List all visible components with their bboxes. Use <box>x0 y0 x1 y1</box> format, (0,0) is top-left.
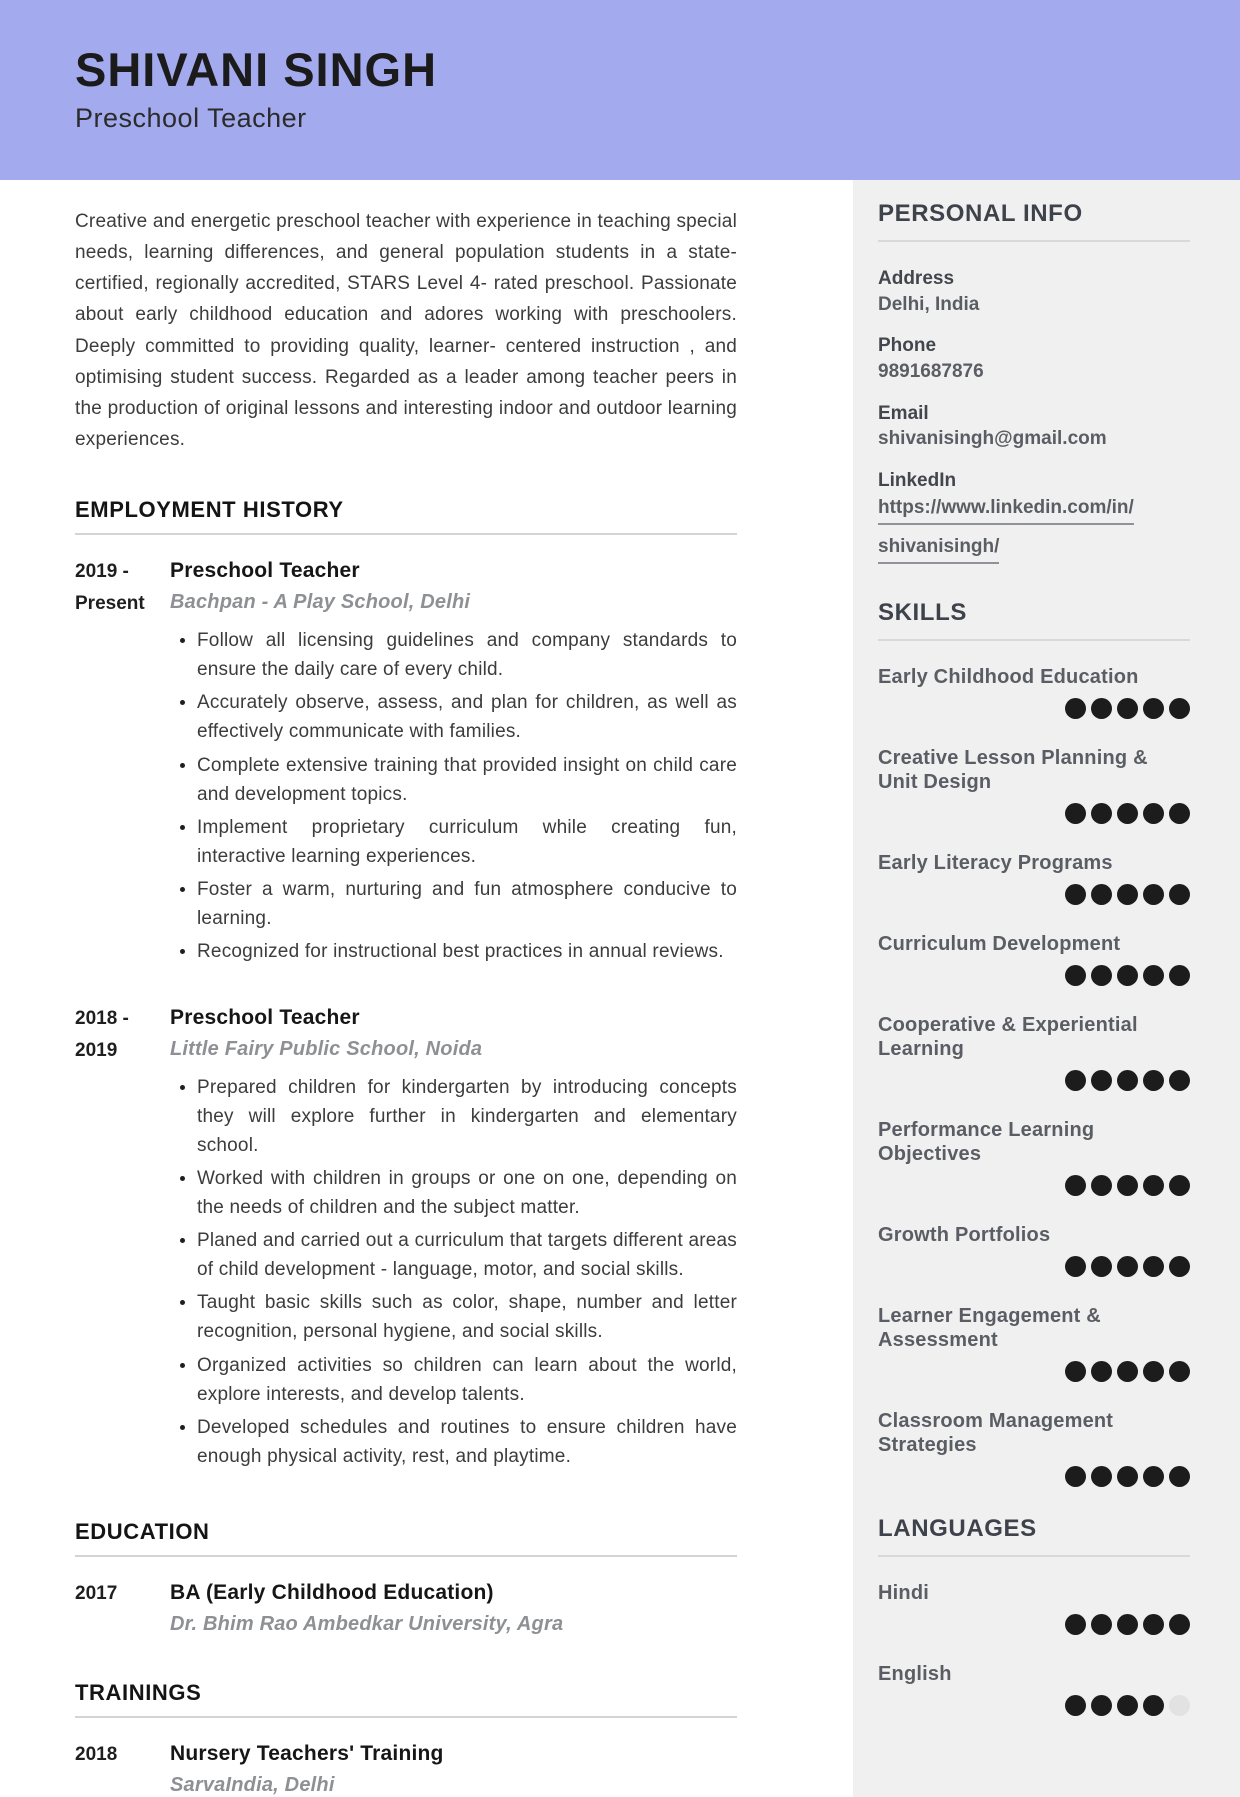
skill-name: Classroom Management Strategies <box>878 1410 1114 1457</box>
sidebar-heading-personal-info: PERSONAL INFO <box>878 200 1190 242</box>
job-bullet: • Planed and carried out a curriculum that targets different areas of child development - language, motor, and social skills. <box>197 1226 737 1284</box>
job-body <box>170 1006 737 1475</box>
main-column <box>0 180 853 1797</box>
personal-info-label: Phone <box>878 335 937 357</box>
rating-dot-filled <box>1065 965 1086 986</box>
education-institution: Dr. Bhim Rao Ambedkar University, Agra <box>170 1612 564 1635</box>
personal-info-label: Address <box>878 268 955 289</box>
rating-dot-filled <box>1169 1175 1190 1196</box>
personal-info-value: 9891687876 <box>878 360 984 382</box>
skill-name: Early Literacy Programs <box>878 852 1113 875</box>
job-bullet: • Developed schedules and routines to ensure children have enough physical activity, rest, and playtime. <box>197 1413 737 1471</box>
rating-dot-filled <box>1143 698 1164 719</box>
linkedin-link[interactable]: https://www.linkedin.com/in/ <box>878 497 1134 525</box>
rating-dot-filled <box>1143 884 1164 905</box>
rating-dot-filled <box>1143 803 1164 824</box>
skill-item <box>878 1409 1190 1487</box>
education-year: 2017 <box>75 1582 118 1604</box>
personal-info-field <box>878 333 1190 384</box>
language-item <box>878 1581 1190 1635</box>
rating-dot-filled <box>1117 1695 1138 1716</box>
skill-rating-dots <box>878 1175 1190 1196</box>
rating-dot-filled <box>1091 698 1112 719</box>
training-institution: SarvaIndia, Delhi <box>170 1773 335 1796</box>
skill-item <box>878 1223 1190 1277</box>
rating-dot-filled <box>1143 1614 1164 1635</box>
job-position-title: Preschool Teacher <box>170 1005 360 1029</box>
rating-dot-filled <box>1169 965 1190 986</box>
rating-dot-filled <box>1091 1695 1112 1716</box>
rating-dot-filled <box>1143 1361 1164 1382</box>
sidebar-heading-skills: SKILLS <box>878 599 1190 641</box>
rating-dot-filled <box>1065 1361 1086 1382</box>
rating-dot-filled <box>1065 884 1086 905</box>
job-body <box>170 559 737 970</box>
rating-dot-filled <box>1065 1175 1086 1196</box>
rating-dot-filled <box>1091 1256 1112 1277</box>
rating-dot-filled <box>1117 1256 1138 1277</box>
rating-dot-filled <box>1117 884 1138 905</box>
summary-paragraph: Creative and energetic preschool teacher with experience in teaching special needs, learning differences, and general population students in a state- certified, regionally accredited, STARS Level 4- rated preschool. Passionate about early childhood education and adores working with preschoolers. Deeply committed to providing quality, learner- centered instruction , and optimising student success. Regarded as a leader among teacher peers in the production of original lessons and interesting indoor and outdoor learning experiences. <box>75 211 737 451</box>
training-entry <box>75 1742 737 1797</box>
skill-item <box>878 932 1190 986</box>
job-bullet: • Prepared children for kindergarten by introducing concepts they will explore further in kindergarten and elementary school. <box>197 1073 737 1160</box>
training-body <box>170 1742 737 1797</box>
header <box>0 0 1240 180</box>
language-name: English <box>878 1663 952 1686</box>
job-bullet-list <box>170 1073 737 1471</box>
rating-dot-filled <box>1117 698 1138 719</box>
rating-dot-filled <box>1091 884 1112 905</box>
job-company: Little Fairy Public School, Noida <box>170 1037 483 1060</box>
person-job-title: Preschool Teacher <box>75 102 307 133</box>
skill-name: Learner Engagement & Assessment <box>878 1305 1101 1352</box>
rating-dot-filled <box>1091 965 1112 986</box>
rating-dot-filled <box>1091 1070 1112 1091</box>
skill-item <box>878 1013 1190 1091</box>
personal-info-value: Delhi, India <box>878 293 980 315</box>
training-year: 2018 <box>75 1743 118 1765</box>
job-bullet: • Worked with children in groups or one on one, depending on the needs of children and the subject matter. <box>197 1164 737 1222</box>
rating-dot-filled <box>1143 965 1164 986</box>
rating-dot-filled <box>1169 1614 1190 1635</box>
body-columns <box>0 180 1240 1797</box>
personal-info-field <box>878 266 1190 317</box>
rating-dot-filled <box>1117 1175 1138 1196</box>
language-name: Hindi <box>878 1582 929 1605</box>
job-company: Bachpan - A Play School, Delhi <box>170 591 471 614</box>
job-bullet: • Implement proprietary curriculum while creating fun, interactive learning experiences. <box>197 813 737 871</box>
rating-dot-filled <box>1117 1614 1138 1635</box>
personal-info-label: Email <box>878 402 929 424</box>
skill-name: Growth Portfolios <box>878 1224 1051 1247</box>
training-title: Nursery Teachers' Training <box>170 1741 444 1765</box>
job-date-end: 2019 <box>75 1039 118 1061</box>
rating-dot-filled <box>1117 1070 1138 1091</box>
rating-dot-filled <box>1169 803 1190 824</box>
language-rating-dots <box>878 1695 1190 1716</box>
rating-dot-filled <box>1065 1070 1086 1091</box>
personal-info-field <box>878 401 1190 452</box>
rating-dot-empty <box>1169 1695 1190 1716</box>
rating-dot-filled <box>1065 803 1086 824</box>
job-dates <box>75 559 170 970</box>
rating-dot-filled <box>1117 803 1138 824</box>
rating-dot-filled <box>1091 1466 1112 1487</box>
rating-dot-filled <box>1143 1256 1164 1277</box>
education-entry <box>75 1581 737 1636</box>
person-name: SHIVANI SINGH <box>75 43 438 96</box>
job-date-start: 2019 - <box>75 561 129 583</box>
rating-dot-filled <box>1169 1466 1190 1487</box>
linkedin-link[interactable]: shivanisingh/ <box>878 536 999 564</box>
skill-rating-dots <box>878 884 1190 905</box>
job-bullet: • Foster a warm, nurturing and fun atmosphere conducive to learning. <box>197 875 737 933</box>
job-bullet: • Taught basic skills such as color, shape, number and letter recognition, personal hygiene, and social skills. <box>197 1288 737 1346</box>
rating-dot-filled <box>1091 1175 1112 1196</box>
linkedin-link-line <box>878 497 1190 532</box>
rating-dot-filled <box>1117 1466 1138 1487</box>
skill-rating-dots <box>878 1256 1190 1277</box>
section-heading-employment: EMPLOYMENT HISTORY <box>75 497 737 535</box>
rating-dot-filled <box>1091 803 1112 824</box>
training-date <box>75 1742 170 1797</box>
skill-name: Creative Lesson Planning & Unit Design <box>878 747 1148 794</box>
personal-info-field-linkedin <box>878 468 1190 572</box>
rating-dot-filled <box>1143 1070 1164 1091</box>
job-dates <box>75 1006 170 1475</box>
rating-dot-filled <box>1143 1695 1164 1716</box>
skill-name: Early Childhood Education <box>878 666 1139 689</box>
section-heading-trainings: TRAININGS <box>75 1680 737 1718</box>
job-bullet: • Follow all licensing guidelines and company standards to ensure the daily care of every child. <box>197 626 737 684</box>
rating-dot-filled <box>1169 884 1190 905</box>
skill-name: Cooperative & Experiential Learning <box>878 1014 1138 1061</box>
education-degree: BA (Early Childhood Education) <box>170 1580 494 1604</box>
rating-dot-filled <box>1169 1256 1190 1277</box>
job-date-start: 2018 - <box>75 1007 129 1029</box>
sidebar <box>853 180 1240 1797</box>
skill-rating-dots <box>878 803 1190 824</box>
rating-dot-filled <box>1091 1361 1112 1382</box>
skill-rating-dots <box>878 698 1190 719</box>
rating-dot-filled <box>1117 1361 1138 1382</box>
rating-dot-filled <box>1169 1070 1190 1091</box>
linkedin-label: LinkedIn <box>878 469 957 491</box>
education-body <box>170 1581 737 1636</box>
skill-item <box>878 746 1190 824</box>
rating-dot-filled <box>1117 965 1138 986</box>
rating-dot-filled <box>1065 698 1086 719</box>
rating-dot-filled <box>1169 698 1190 719</box>
skill-rating-dots <box>878 1466 1190 1487</box>
job-bullet: • Recognized for instructional best practices in annual reviews. <box>197 937 737 966</box>
skill-item <box>878 1304 1190 1382</box>
skill-rating-dots <box>878 965 1190 986</box>
linkedin-link-line <box>878 536 1190 571</box>
skill-name: Curriculum Development <box>878 933 1121 956</box>
language-rating-dots <box>878 1614 1190 1635</box>
job-entry <box>75 1006 737 1475</box>
job-position-title: Preschool Teacher <box>170 559 360 583</box>
sidebar-heading-languages: LANGUAGES <box>878 1515 1190 1557</box>
job-bullet: • Accurately observe, assess, and plan for children, as well as effectively communicate with families. <box>197 688 737 746</box>
job-date-end: Present <box>75 592 145 614</box>
skill-item <box>878 665 1190 719</box>
rating-dot-filled <box>1143 1466 1164 1487</box>
rating-dot-filled <box>1169 1361 1190 1382</box>
rating-dot-filled <box>1143 1175 1164 1196</box>
skill-name: Performance Learning Objectives <box>878 1119 1095 1166</box>
job-bullet: • Complete extensive training that provided insight on child care and development topics. <box>197 751 737 809</box>
skill-rating-dots <box>878 1361 1190 1382</box>
skill-item <box>878 851 1190 905</box>
rating-dot-filled <box>1065 1695 1086 1716</box>
language-item <box>878 1662 1190 1716</box>
job-entry <box>75 559 737 970</box>
rating-dot-filled <box>1065 1256 1086 1277</box>
rating-dot-filled <box>1065 1614 1086 1635</box>
job-bullet-list <box>170 626 737 966</box>
rating-dot-filled <box>1091 1614 1112 1635</box>
job-bullet: • Organized activities so children can learn about the world, explore interests, and develop talents. <box>197 1351 737 1409</box>
section-heading-education: EDUCATION <box>75 1519 737 1557</box>
rating-dot-filled <box>1065 1466 1086 1487</box>
education-date <box>75 1581 170 1636</box>
skill-rating-dots <box>878 1070 1190 1091</box>
skill-item <box>878 1118 1190 1196</box>
personal-info-value: shivanisingh@gmail.com <box>878 428 1107 450</box>
